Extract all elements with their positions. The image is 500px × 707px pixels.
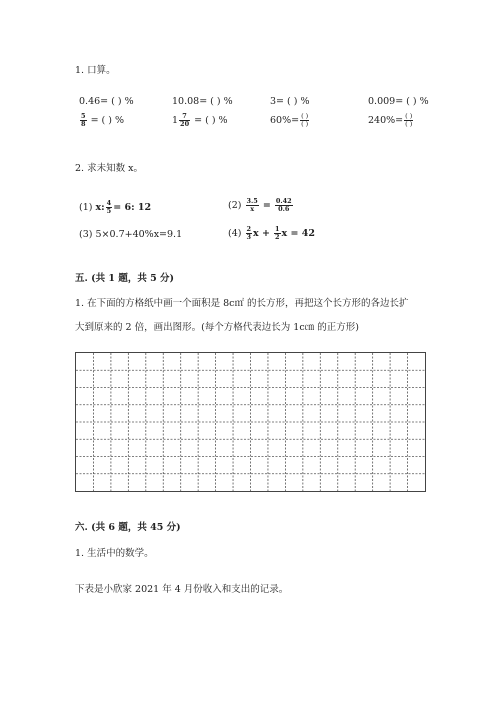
section-6-description: 下表是小欣家 2021 年 4 月份收入和支出的记录。 xyxy=(75,584,289,595)
fraction: $\frac{( )}{( )}$ xyxy=(301,112,309,128)
oral-calc-2: 10.08= ( ) % xyxy=(172,96,233,107)
equation-3: (3) 5×0.7+40%x=9.1 xyxy=(79,229,183,240)
equation-4: (4) $\frac{2}{3}$ x + $\frac{1}{2}$ x = 42 xyxy=(228,225,315,241)
fraction: $\frac{7}{20}$ xyxy=(180,112,190,128)
oral-calc-6: 1 $\frac{7}{20}$ = ( ) % xyxy=(172,112,228,128)
fraction: $\frac{2}{3}$ xyxy=(246,225,252,241)
oral-calc-5: $\frac{5}{8}$ = ( ) % xyxy=(81,112,125,128)
section-5-question-line-2: 大到原来的 2 倍，画出图形。(每个方格代表边长为 1c㎝ 的正方形) xyxy=(75,322,359,333)
fraction: $\frac{1}{2}$ xyxy=(275,225,280,241)
oral-calc-3: 3= ( ) % xyxy=(270,96,310,107)
section-5-heading: 五. (共 1 题，共 5 分) xyxy=(75,273,175,284)
equation-2: (2) $\frac{3.5}{x}$ = $\frac{0.42}{0.6}$ xyxy=(228,197,292,213)
square-grid-paper xyxy=(75,352,426,492)
fraction: $\frac{5}{8}$ xyxy=(81,112,86,128)
oral-calc-8: 240%= $\frac{( )}{( )}$ xyxy=(368,112,413,128)
fraction: $\frac{3.5}{x}$ xyxy=(246,197,258,213)
grid-lines xyxy=(76,353,425,491)
fraction: $\frac{0.42}{0.6}$ xyxy=(275,197,292,213)
section-5-question-line-1: 1. 在下面的方格纸中画一个面积是 8c㎡ 的长方形，再把这个长方形的各边长扩 xyxy=(75,298,409,309)
oral-calc-4: 0.009= ( ) % xyxy=(368,96,429,107)
question-1-title: 1. 口算。 xyxy=(75,65,116,76)
equation-1: (1) x: $\frac{4}{5}$ = 6: 12 xyxy=(79,199,152,215)
fraction: $\frac{4}{5}$ xyxy=(106,199,112,215)
fraction: $\frac{( )}{( )}$ xyxy=(405,112,413,128)
question-2-title: 2. 求未知数 x。 xyxy=(75,163,143,174)
oral-calc-1: 0.46= ( ) % xyxy=(79,96,134,107)
section-6-question-1: 1. 生活中的数学。 xyxy=(75,548,154,559)
oral-calc-7: 60%= $\frac{( )}{( )}$ xyxy=(270,112,309,128)
section-6-heading: 六. (共 6 题，共 45 分) xyxy=(75,522,181,533)
